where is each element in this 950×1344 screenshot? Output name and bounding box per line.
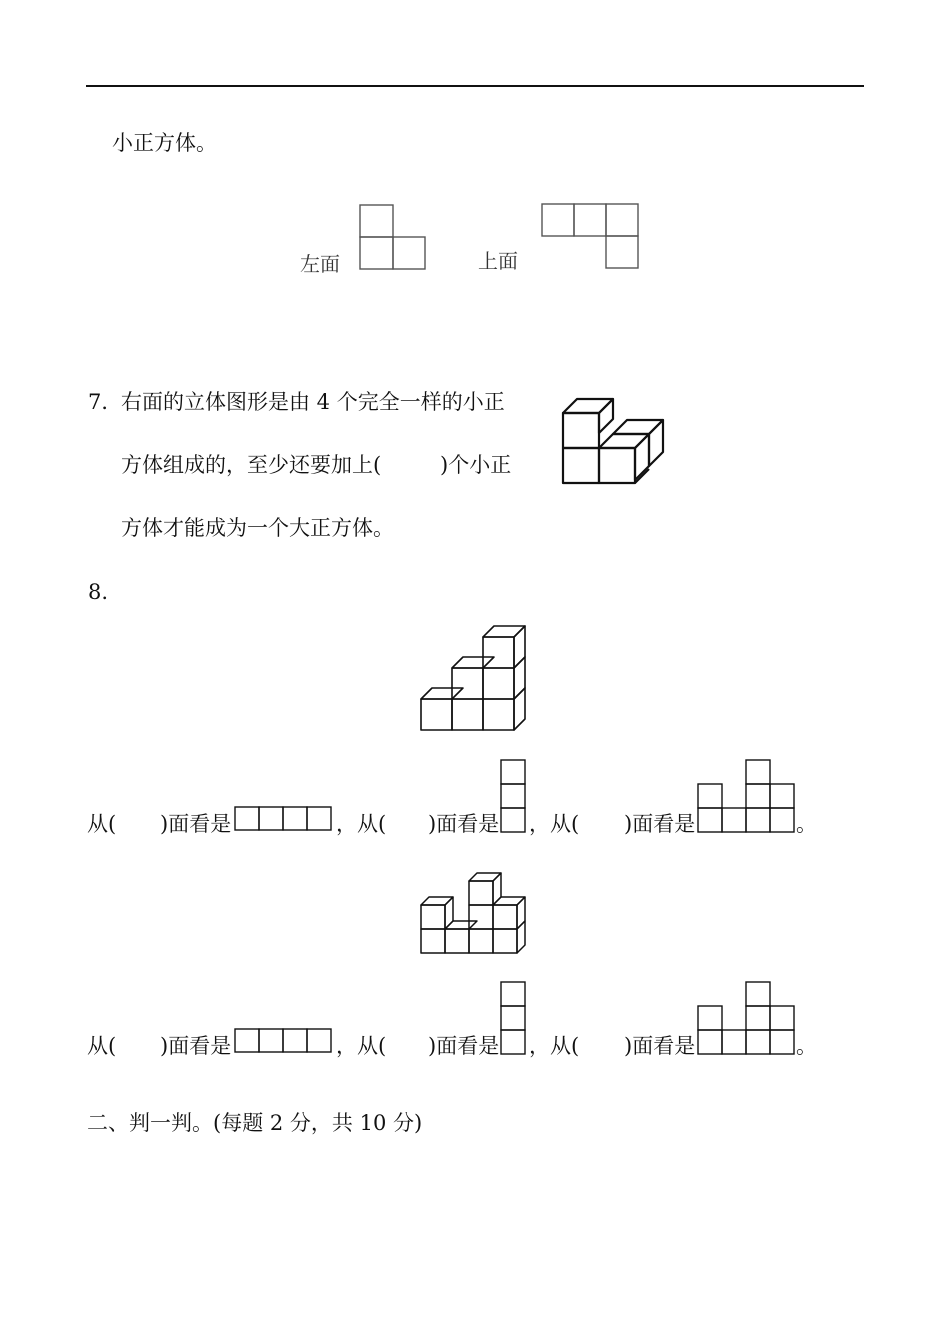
grid-cell <box>360 205 393 237</box>
period-1: 。 <box>796 812 817 836</box>
q7-line1: 右面的立体图形是由 4 个完全一样的小正 <box>121 390 505 414</box>
q7-line3: 方体才能成为一个大正方体。 <box>121 516 394 540</box>
comma-2: ，从( <box>529 812 580 836</box>
from-1: 从( <box>87 812 117 836</box>
header-rule <box>86 85 864 87</box>
left-view-label: 左面 <box>300 252 340 276</box>
answer-blank[interactable] <box>384 1034 428 1058</box>
grid-cell <box>393 237 425 269</box>
see-1: )面看是 <box>160 1034 232 1058</box>
top-fragment: 小正方体。 <box>112 131 217 155</box>
from-1: 从( <box>87 1034 117 1058</box>
answer-blank[interactable] <box>578 812 622 836</box>
answer-blank[interactable] <box>114 1034 158 1058</box>
see-3: )面看是 <box>624 1034 696 1058</box>
see-3: )面看是 <box>624 812 696 836</box>
view-grid-1x3 <box>500 981 528 1055</box>
q7-answer-blank[interactable] <box>398 453 438 477</box>
see-1: )面看是 <box>160 812 232 836</box>
grid-cell <box>360 237 393 269</box>
comma-2: ，从( <box>529 1034 580 1058</box>
left-view-grid <box>358 203 428 273</box>
section-2-title: 二、判一判。(每题 2 分，共 10 分) <box>87 1111 423 1135</box>
q7-cube-figure <box>560 395 672 487</box>
q8-number: 8. <box>88 580 109 604</box>
answer-blank[interactable] <box>114 812 158 836</box>
top-view-grid <box>540 202 642 272</box>
q8-second-figure <box>418 872 532 956</box>
view-grid-front <box>697 759 797 833</box>
grid-cell <box>606 204 638 236</box>
view-grid-4x1 <box>234 806 334 832</box>
see-2: )面看是 <box>428 812 500 836</box>
answer-blank[interactable] <box>384 812 428 836</box>
see-2: )面看是 <box>428 1034 500 1058</box>
top-view-label: 上面 <box>478 249 518 273</box>
answer-blank[interactable] <box>578 1034 622 1058</box>
grid-cell <box>606 236 638 268</box>
grid-cell <box>542 204 574 236</box>
view-grid-front <box>697 981 797 1055</box>
period-1: 。 <box>796 1034 817 1058</box>
grid-cell <box>574 204 606 236</box>
q7-number: 7． <box>88 390 123 414</box>
view-grid-1x3 <box>500 759 528 833</box>
q7-line2-a: 方体组成的，至少还要加上( <box>121 453 382 477</box>
comma-1: ，从( <box>336 812 387 836</box>
view-grid-4x1 <box>234 1028 334 1054</box>
comma-1: ，从( <box>336 1034 387 1058</box>
q8-staircase-figure <box>418 624 532 734</box>
q7-line2-b: )个小正 <box>440 453 512 477</box>
